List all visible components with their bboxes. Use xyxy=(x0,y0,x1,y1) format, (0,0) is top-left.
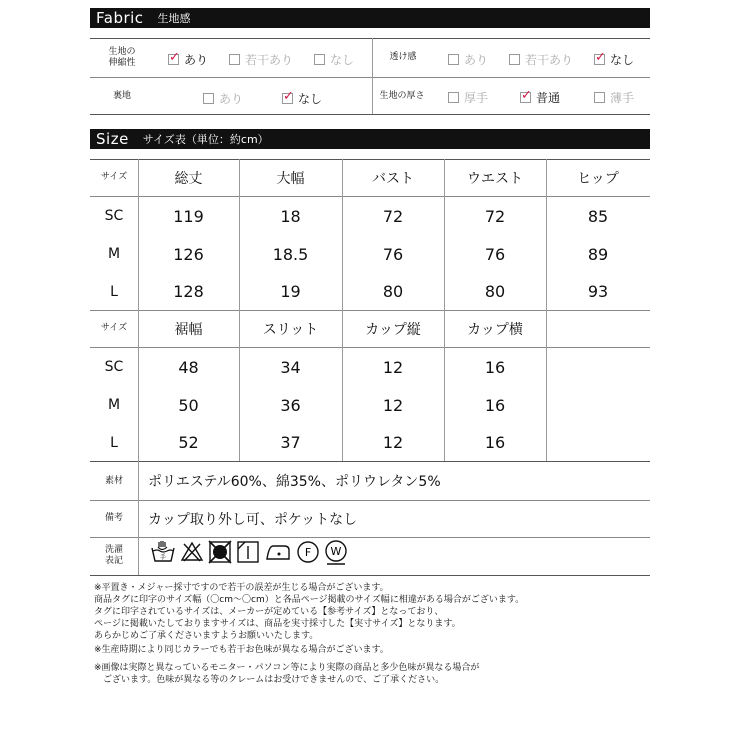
note-line: タグに印字されているサイズは、メーカーが定めている【参考サイズ】となっており、 xyxy=(94,607,444,617)
hand-wash-icon xyxy=(150,540,176,564)
row-size-label: L xyxy=(110,434,118,451)
row-size-label: M xyxy=(107,397,121,413)
lining-option-yes: あり xyxy=(203,90,243,107)
iron-low-icon xyxy=(264,540,292,564)
table-cell: 93 xyxy=(587,282,609,301)
note-line: あらかじめご了承くださいますようお願いいたします。 xyxy=(94,631,319,641)
table-cell: 80 xyxy=(484,282,506,301)
checkbox-checked-icon: ✓ xyxy=(283,89,294,104)
row-size-label: M xyxy=(107,246,121,262)
column-header: スリット xyxy=(262,321,319,338)
thickness-option-thin: 薄手 xyxy=(594,89,634,106)
size-title: Size xyxy=(96,130,129,148)
size-corner-label: サイズ xyxy=(100,323,128,333)
column-header: バスト xyxy=(372,170,414,187)
table-cell: 18.5 xyxy=(272,244,309,264)
size-header-bar xyxy=(90,129,650,149)
table-cell: 36 xyxy=(280,395,301,415)
stretch-label: 生地の 伸縮性 xyxy=(108,46,136,68)
checkbox-empty-icon xyxy=(448,54,459,65)
checkbox-checked-icon: ✓ xyxy=(595,50,606,65)
column-header: 大幅 xyxy=(276,170,305,187)
fabric-title: Fabric xyxy=(96,9,144,27)
checkbox-empty-icon xyxy=(203,93,214,104)
note-line: ※画像は実際と異なっているモニター・パソコン等により実際の商品と多少色味が異なる場合が xyxy=(94,663,480,673)
dry-clean-f-icon xyxy=(296,540,320,564)
divider xyxy=(372,38,373,114)
stretch-option-yes: ✓ あり xyxy=(169,50,209,67)
table-cell: 48 xyxy=(178,357,199,377)
stretch-option-no: なし xyxy=(314,51,354,68)
divider xyxy=(90,38,650,39)
checkbox-checked-icon: ✓ xyxy=(169,50,180,65)
table-cell: 76 xyxy=(382,244,404,264)
size-subtitle: サイズ表（単位：約cm） xyxy=(142,133,269,146)
column-header: 裾幅 xyxy=(174,321,203,338)
sheer-option-slight: 若干あり xyxy=(509,51,573,68)
care-icons xyxy=(150,540,352,566)
wet-clean-w-icon xyxy=(324,540,348,566)
thickness-option-thick: 厚手 xyxy=(448,89,488,106)
line-dry-shade-icon xyxy=(236,540,260,564)
table-cell: 37 xyxy=(280,433,301,452)
table-cell: 128 xyxy=(173,282,204,301)
sheer-label: 透け感 xyxy=(389,52,417,62)
table-cell: 119 xyxy=(173,206,204,226)
divider xyxy=(90,114,650,115)
checkbox-empty-icon xyxy=(509,54,520,65)
note-line: 商品タグに印字のサイズ幅（〇cm〜〇cm）と各品ページ掲載のサイズ幅に相違がある場合がございます。 xyxy=(94,595,525,605)
table-cell: 12 xyxy=(382,395,404,415)
row-size-label: SC xyxy=(104,359,124,375)
thickness-option-normal: ✓ 普通 xyxy=(521,88,561,105)
column-header: カップ縦 xyxy=(365,321,421,338)
note-line: ページに掲載いたしておりますサイズは、商品を実寸採寸した【実寸サイズ】となります。 xyxy=(94,619,461,629)
size-corner-label: サイズ xyxy=(100,172,128,182)
checkbox-empty-icon xyxy=(314,54,325,65)
checkbox-empty-icon xyxy=(594,92,605,103)
checkbox-empty-icon xyxy=(448,92,459,103)
table-cell: 126 xyxy=(173,244,204,264)
column-header: カップ横 xyxy=(467,321,523,338)
column-header: ヒップ xyxy=(577,170,619,187)
table-cell: 16 xyxy=(484,433,506,452)
note-line: ございます。色味が異なる等のクレームはお受けできませんので、ご了承ください。 xyxy=(94,675,445,685)
material-label: 素材 xyxy=(104,475,123,486)
checkbox-checked-icon: ✓ xyxy=(521,88,532,103)
table-cell: 72 xyxy=(484,206,506,226)
divider xyxy=(90,537,650,538)
table-cell: 19 xyxy=(280,282,301,301)
svg-text:W: W xyxy=(330,545,342,558)
table-cell: 12 xyxy=(382,357,404,377)
no-bleach-icon xyxy=(180,540,204,564)
care-label: 洗濯 表記 xyxy=(104,545,123,566)
sheer-option-no: ✓ なし xyxy=(595,50,635,67)
divider xyxy=(90,77,650,78)
table-cell: 16 xyxy=(484,395,506,415)
material-value: ポリエステル60%、綿35%、ポリウレタン5% xyxy=(148,474,441,490)
svg-text:F: F xyxy=(304,546,312,559)
column-header xyxy=(546,310,650,347)
column-header: ウエスト xyxy=(467,170,523,187)
column-header: 総丈 xyxy=(174,170,203,187)
table-cell: 80 xyxy=(382,282,404,301)
note-line: ※平置き・メジャー採寸ですので若干の誤差が生じる場合がございます。 xyxy=(94,583,389,593)
divider xyxy=(90,575,650,576)
sheer-option-yes: あり xyxy=(448,51,488,68)
table-cell: 89 xyxy=(587,244,609,264)
checkbox-empty-icon xyxy=(229,54,240,65)
table-cell: 52 xyxy=(178,433,199,452)
row-size-label: L xyxy=(110,283,118,300)
svg-text:手: 手 xyxy=(159,554,167,561)
table-cell: 50 xyxy=(178,395,199,415)
no-tumble-dry-icon xyxy=(208,540,232,564)
lining-label: 裏地 xyxy=(112,90,131,101)
fabric-header-bar xyxy=(90,8,650,28)
stretch-option-slight: 若干あり xyxy=(229,51,293,68)
note-line: ※生産時期により同じカラーでも若干お色味が異なる場合がございます。 xyxy=(94,645,389,655)
row-size-label: SC xyxy=(104,208,124,224)
thickness-label: 生地の厚さ xyxy=(379,90,425,101)
table-cell: 12 xyxy=(382,433,404,452)
table-cell: 34 xyxy=(280,357,301,377)
lining-option-no: ✓ なし xyxy=(283,89,323,106)
divider xyxy=(138,461,139,575)
table-cell: 18 xyxy=(280,206,301,226)
table-cell: 85 xyxy=(587,206,609,226)
table-cell: 72 xyxy=(382,206,404,226)
remarks-label: 備考 xyxy=(104,513,123,523)
table-cell: 76 xyxy=(484,244,506,264)
fabric-subtitle: 生地感 xyxy=(157,12,191,25)
table-cell: 16 xyxy=(484,357,506,377)
remarks-value: カップ取り外し可、ポケットなし xyxy=(148,511,358,528)
